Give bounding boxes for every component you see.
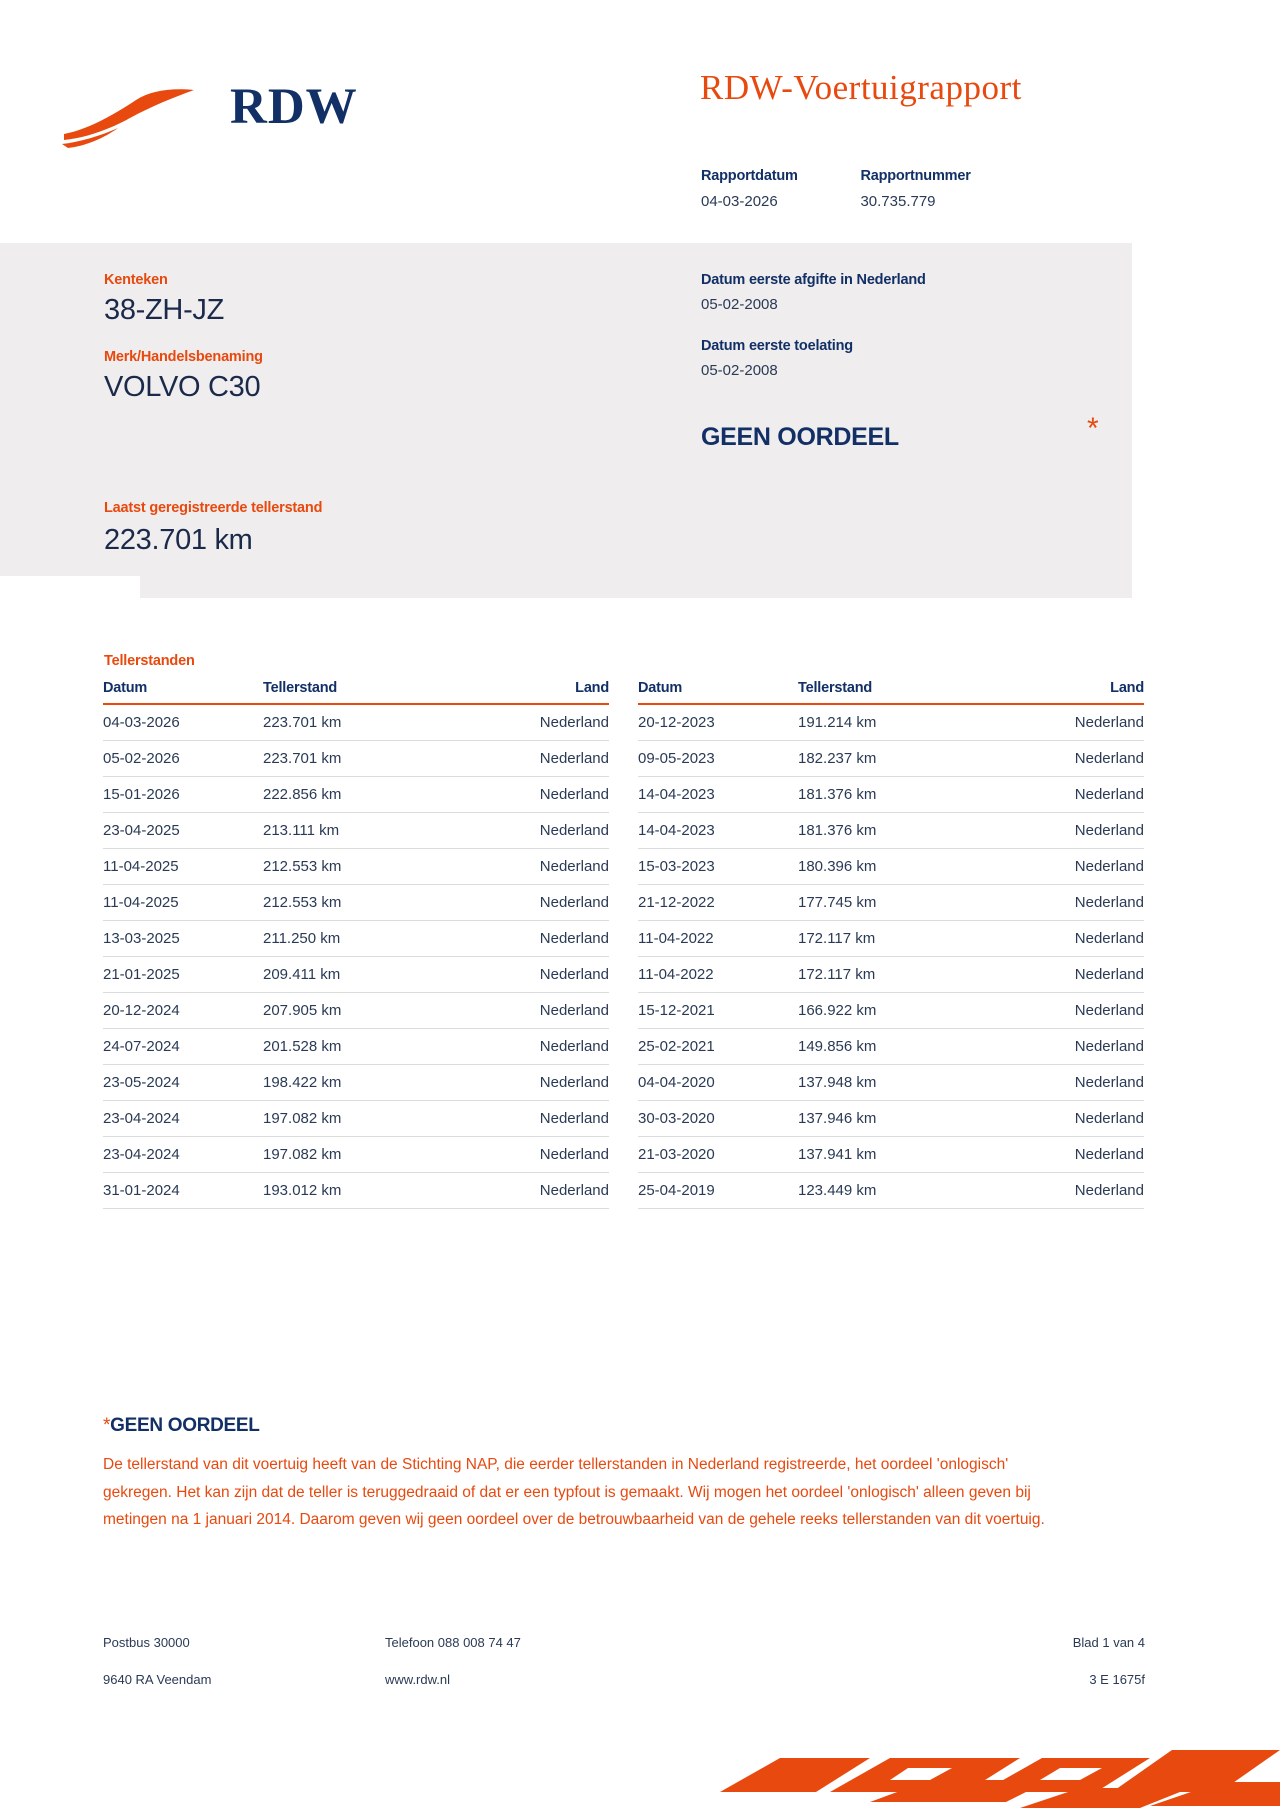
cell-odometer: 213.111 km bbox=[263, 813, 458, 849]
verdict-text: GEEN OORDEEL bbox=[701, 423, 899, 451]
document-header bbox=[0, 40, 1280, 210]
cell-date: 23-05-2024 bbox=[103, 1065, 263, 1101]
report-number-label: Rapportnummer bbox=[860, 168, 971, 184]
cell-date: 25-04-2019 bbox=[638, 1173, 798, 1209]
table-row bbox=[638, 1101, 1144, 1137]
cell-country: Nederland bbox=[993, 704, 1144, 741]
cell-country: Nederland bbox=[993, 993, 1144, 1029]
cell-country: Nederland bbox=[993, 1137, 1144, 1173]
cell-odometer: 182.237 km bbox=[798, 741, 993, 777]
cell-country: Nederland bbox=[458, 849, 609, 885]
cell-country: Nederland bbox=[458, 704, 609, 741]
vehicle-identity-block bbox=[104, 272, 584, 426]
table-row bbox=[638, 1065, 1144, 1101]
cell-date: 31-01-2024 bbox=[103, 1173, 263, 1209]
footer-address-line2: 9640 RA Veendam bbox=[103, 1672, 212, 1687]
table-row bbox=[103, 1065, 609, 1101]
cell-odometer: 212.553 km bbox=[263, 849, 458, 885]
cell-odometer: 191.214 km bbox=[798, 704, 993, 741]
table-header-row bbox=[638, 680, 1144, 704]
cell-country: Nederland bbox=[458, 1137, 609, 1173]
cell-odometer: 223.701 km bbox=[263, 741, 458, 777]
cell-country: Nederland bbox=[458, 777, 609, 813]
last-odometer-value: 223.701 km bbox=[104, 524, 253, 556]
odometer-table-left bbox=[103, 680, 609, 1209]
cell-date: 04-04-2020 bbox=[638, 1065, 798, 1101]
cell-date: 13-03-2025 bbox=[103, 921, 263, 957]
cell-country: Nederland bbox=[993, 813, 1144, 849]
footer-page-info: Blad 1 van 4 bbox=[1072, 1635, 1145, 1650]
cell-odometer: 181.376 km bbox=[798, 813, 993, 849]
report-meta bbox=[701, 168, 1221, 210]
column-header-odometer: Tellerstand bbox=[798, 680, 993, 704]
footnote-title bbox=[103, 1415, 1063, 1437]
cell-date: 21-03-2020 bbox=[638, 1137, 798, 1173]
cell-country: Nederland bbox=[993, 1029, 1144, 1065]
cell-country: Nederland bbox=[993, 885, 1144, 921]
column-header-date: Datum bbox=[103, 680, 263, 704]
footnote-star-marker: * bbox=[103, 1415, 111, 1436]
cell-country: Nederland bbox=[458, 1101, 609, 1137]
cell-country: Nederland bbox=[458, 885, 609, 921]
cell-odometer: 193.012 km bbox=[263, 1173, 458, 1209]
report-date-value: 04-03-2026 bbox=[701, 193, 778, 210]
report-title: RDW-Voertuigrapport bbox=[700, 68, 1022, 107]
footnote-body: De tellerstand van dit voertuig heeft van de Stichting NAP, die eerder tellerstanden in Nederland registreerde, het oordeel 'onlogisch' gekregen. Het kan zijn dat de teller is teruggedraaid of dat er een typfout is gemaakt. Wij mogen het oordeel 'onlogisch' alleen geven bij metingen na 1 januari 2014. Daarom geven wij geen oordeel over de betrouwbaarheid van de gehele reeks tellerstanden van dit voertuig. bbox=[103, 1456, 1045, 1529]
vehicle-dates-block bbox=[701, 272, 1141, 452]
table-row bbox=[103, 921, 609, 957]
footnote-title-text: GEEN OORDEEL bbox=[110, 1415, 260, 1436]
report-number-block bbox=[860, 168, 970, 210]
table-row bbox=[103, 849, 609, 885]
brand-label: Merk/Handelsbenaming bbox=[104, 349, 263, 365]
cell-date: 25-02-2021 bbox=[638, 1029, 798, 1065]
licence-plate-label: Kenteken bbox=[104, 272, 168, 288]
cell-date: 21-01-2025 bbox=[103, 957, 263, 993]
footnote-block bbox=[103, 1415, 1063, 1534]
licence-plate-value: 38-ZH-JZ bbox=[104, 294, 225, 326]
cell-country: Nederland bbox=[993, 777, 1144, 813]
column-header-country: Land bbox=[458, 680, 609, 704]
cell-country: Nederland bbox=[458, 741, 609, 777]
report-date-label: Rapportdatum bbox=[701, 168, 798, 184]
cell-odometer: 166.922 km bbox=[798, 993, 993, 1029]
table-row bbox=[103, 741, 609, 777]
table-row bbox=[638, 1029, 1144, 1065]
report-number-value: 30.735.779 bbox=[860, 193, 936, 210]
cell-date: 11-04-2022 bbox=[638, 921, 798, 957]
cell-date: 11-04-2025 bbox=[103, 885, 263, 921]
cell-odometer: 211.250 km bbox=[263, 921, 458, 957]
panel-notch bbox=[0, 576, 140, 606]
cell-date: 20-12-2023 bbox=[638, 704, 798, 741]
cell-date: 15-12-2021 bbox=[638, 993, 798, 1029]
cell-odometer: 207.905 km bbox=[263, 993, 458, 1029]
footer-phone: Telefoon 088 008 74 47 bbox=[385, 1635, 521, 1650]
cell-odometer: 123.449 km bbox=[798, 1173, 993, 1209]
cell-date: 15-01-2026 bbox=[103, 777, 263, 813]
cell-date: 14-04-2023 bbox=[638, 777, 798, 813]
first-issue-nl-value: 05-02-2008 bbox=[701, 296, 778, 313]
cell-odometer: 197.082 km bbox=[263, 1101, 458, 1137]
footer-website: www.rdw.nl bbox=[385, 1672, 451, 1687]
table-row bbox=[103, 813, 609, 849]
cell-date: 23-04-2024 bbox=[103, 1101, 263, 1137]
table-row bbox=[103, 1101, 609, 1137]
cell-country: Nederland bbox=[993, 1101, 1144, 1137]
brand-value: VOLVO C30 bbox=[104, 371, 261, 403]
cell-odometer: 172.117 km bbox=[798, 921, 993, 957]
table-row bbox=[103, 957, 609, 993]
cell-date: 05-02-2026 bbox=[103, 741, 263, 777]
table-row bbox=[103, 885, 609, 921]
table-row bbox=[638, 921, 1144, 957]
cell-date: 15-03-2023 bbox=[638, 849, 798, 885]
verdict-star-marker: * bbox=[1087, 412, 1099, 445]
cell-country: Nederland bbox=[458, 1029, 609, 1065]
table-row bbox=[638, 849, 1144, 885]
cell-date: 24-07-2024 bbox=[103, 1029, 263, 1065]
table-row bbox=[638, 777, 1144, 813]
table-row bbox=[103, 1137, 609, 1173]
cell-odometer: 149.856 km bbox=[798, 1029, 993, 1065]
cell-country: Nederland bbox=[993, 1065, 1144, 1101]
cell-date: 23-04-2025 bbox=[103, 813, 263, 849]
cell-odometer: 198.422 km bbox=[263, 1065, 458, 1101]
odometer-table-title: Tellerstanden bbox=[104, 653, 195, 669]
cell-odometer: 222.856 km bbox=[263, 777, 458, 813]
cell-country: Nederland bbox=[458, 1173, 609, 1209]
column-header-country: Land bbox=[993, 680, 1144, 704]
cell-country: Nederland bbox=[458, 1065, 609, 1101]
cell-date: 11-04-2022 bbox=[638, 957, 798, 993]
table-row bbox=[103, 993, 609, 1029]
table-row bbox=[638, 957, 1144, 993]
column-header-odometer: Tellerstand bbox=[263, 680, 458, 704]
cell-country: Nederland bbox=[458, 921, 609, 957]
cell-date: 23-04-2024 bbox=[103, 1137, 263, 1173]
table-row bbox=[103, 777, 609, 813]
table-row bbox=[638, 1173, 1144, 1209]
cell-country: Nederland bbox=[458, 813, 609, 849]
cell-odometer: 181.376 km bbox=[798, 777, 993, 813]
rdw-wordmark: RDW bbox=[230, 79, 358, 135]
table-row bbox=[103, 704, 609, 741]
column-header-date: Datum bbox=[638, 680, 798, 704]
cell-country: Nederland bbox=[993, 849, 1144, 885]
rdw-swoosh-logo-icon bbox=[60, 88, 200, 148]
cell-odometer: 209.411 km bbox=[263, 957, 458, 993]
rdw-logo bbox=[60, 60, 480, 170]
cell-country: Nederland bbox=[993, 921, 1144, 957]
footer-stripes-graphic-icon bbox=[720, 1740, 1280, 1811]
cell-date: 30-03-2020 bbox=[638, 1101, 798, 1137]
table-row bbox=[638, 993, 1144, 1029]
report-date-block bbox=[701, 168, 856, 210]
cell-country: Nederland bbox=[993, 957, 1144, 993]
last-odometer-label: Laatst geregistreerde tellerstand bbox=[104, 500, 323, 516]
cell-date: 20-12-2024 bbox=[103, 993, 263, 1029]
footer-address-line1: Postbus 30000 bbox=[103, 1635, 190, 1650]
cell-date: 14-04-2023 bbox=[638, 813, 798, 849]
odometer-table-right bbox=[638, 680, 1144, 1209]
table-row bbox=[638, 741, 1144, 777]
first-issue-nl-label: Datum eerste afgifte in Nederland bbox=[701, 272, 926, 288]
cell-date: 09-05-2023 bbox=[638, 741, 798, 777]
cell-country: Nederland bbox=[993, 1173, 1144, 1209]
cell-date: 04-03-2026 bbox=[103, 704, 263, 741]
cell-odometer: 180.396 km bbox=[798, 849, 993, 885]
cell-country: Nederland bbox=[458, 993, 609, 1029]
table-row bbox=[638, 885, 1144, 921]
cell-odometer: 223.701 km bbox=[263, 704, 458, 741]
table-row bbox=[103, 1029, 609, 1065]
cell-odometer: 197.082 km bbox=[263, 1137, 458, 1173]
cell-country: Nederland bbox=[458, 957, 609, 993]
footer-form-code: 3 E 1675f bbox=[1089, 1672, 1145, 1687]
cell-odometer: 177.745 km bbox=[798, 885, 993, 921]
table-row bbox=[638, 704, 1144, 741]
cell-odometer: 172.117 km bbox=[798, 957, 993, 993]
cell-odometer: 212.553 km bbox=[263, 885, 458, 921]
cell-date: 11-04-2025 bbox=[103, 849, 263, 885]
table-row bbox=[103, 1173, 609, 1209]
first-admission-label: Datum eerste toelating bbox=[701, 338, 853, 354]
cell-odometer: 137.948 km bbox=[798, 1065, 993, 1101]
cell-odometer: 137.946 km bbox=[798, 1101, 993, 1137]
table-row bbox=[638, 813, 1144, 849]
table-header-row bbox=[103, 680, 609, 704]
cell-odometer: 137.941 km bbox=[798, 1137, 993, 1173]
cell-odometer: 201.528 km bbox=[263, 1029, 458, 1065]
cell-country: Nederland bbox=[993, 741, 1144, 777]
first-admission-value: 05-02-2008 bbox=[701, 362, 778, 379]
table-row bbox=[638, 1137, 1144, 1173]
cell-date: 21-12-2022 bbox=[638, 885, 798, 921]
